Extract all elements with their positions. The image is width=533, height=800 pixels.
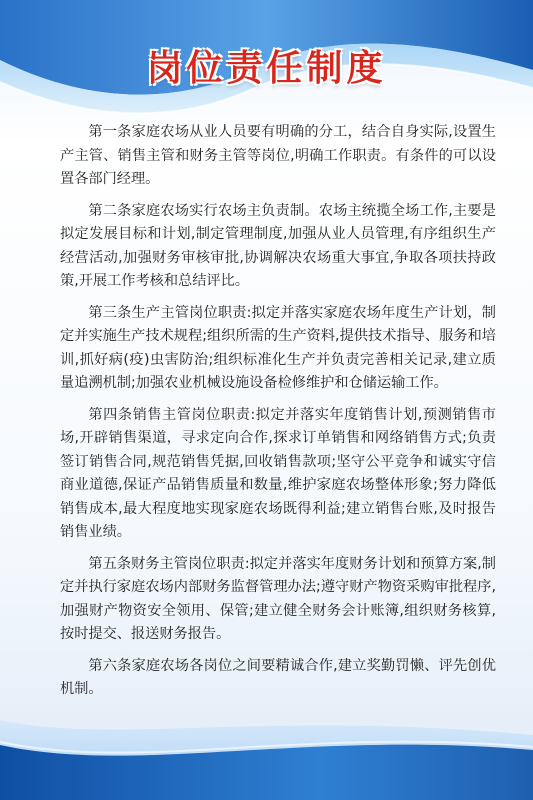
footer-wave-decoration	[0, 690, 533, 800]
article-3: 第三条生产主管岗位职责:拟定并落实家庭农场年度生产计划，制定并实施生产技术规程;组织所需的生产资料,提供技术指导、服务和培训,抓好病(疫)虫害防治;组织标准化生产并负责完善相关记录,建立质量追溯机制;加强农业机械设施设备检修维护和仓储运输工作。	[60, 304, 496, 391]
article-4: 第四条销售主管岗位职责:拟定并落实年度销售计划,预测销售市场,开辟销售渠道，寻求定向合作,探求订单销售和网络销售方式;负责签订销售合同,规范销售凭据,回收销售款项;坚守公平竞争和诚实守信商业道德,保证产品销售质量和数量,维护家庭农场整体形象;努力降低销售成本,最大程度地实现家庭农场既得利益;建立销售台账,及时报告销售业绩。	[60, 406, 496, 540]
rules-content	[60, 121, 496, 710]
article-5: 第五条财务主管岗位职责:拟定并落实年度财务计划和预算方案,制定并执行家庭农场内部财务监督管理办法;遵守财产物资采购审批程序,加强财产物资安全领用、保管;建立健全财务会计账簿,组织财务核算,按时提交、报送财务报告。	[60, 555, 496, 642]
page-title: 岗位责任制度	[146, 47, 387, 89]
article-1: 第一条家庭农场从业人员要有明确的分工，结合自身实际,设置生产主管、销售主管和财务主管等岗位,明确工作职责。有条件的可以设置各部门经理。	[60, 124, 496, 187]
article-6: 第六条家庭农场各岗位之间要精诚合作,建立奖勤罚懒、评先创优机制。	[60, 657, 496, 697]
article-2: 第二条家庭农场实行农场主负责制。农场主统揽全场工作,主要是拟定发展目标和计划,制定管理制度,加强从业人员管理,有序组织生产经营活动,加强财务审核审批,协调解决农场重大事宜,争取各项扶持政策,开展工作考核和总结评比。	[60, 202, 496, 289]
